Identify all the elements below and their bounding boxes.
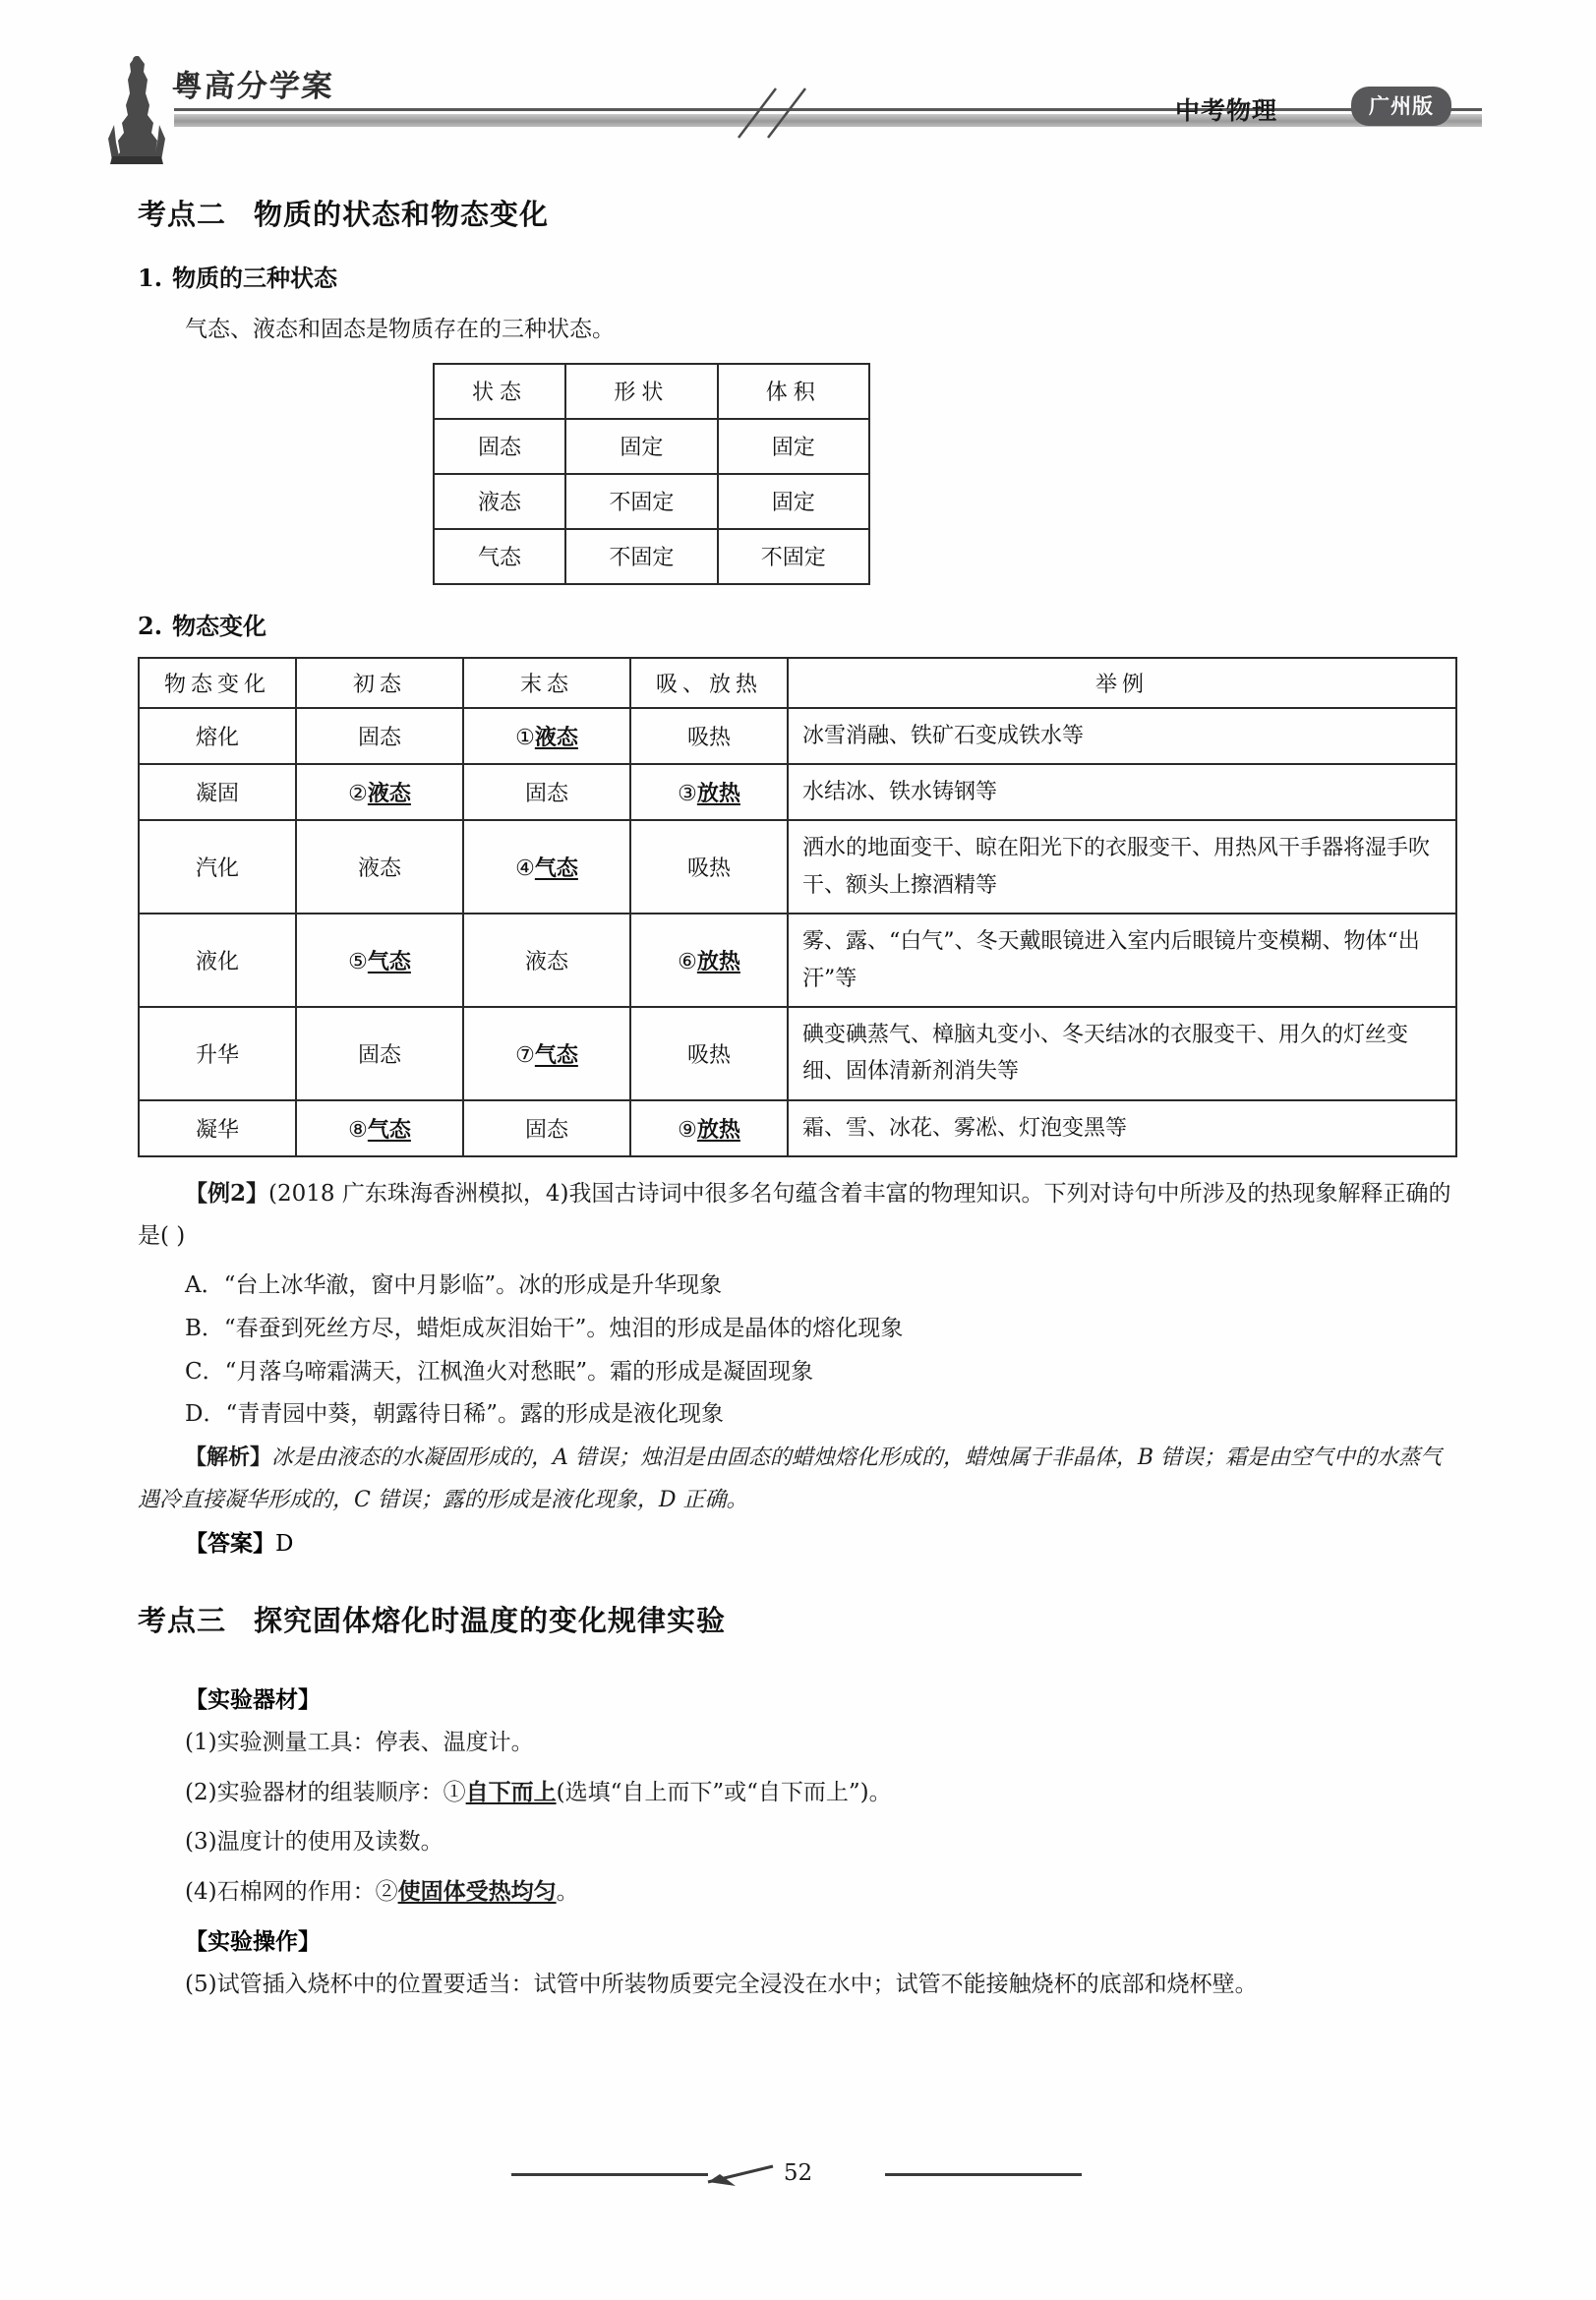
- item-tail: (选填“自上而下”或“自下而上”)。: [556, 1779, 892, 1805]
- states-cell: 气态: [434, 529, 565, 584]
- item-number: (4): [185, 1878, 217, 1905]
- filled-blank: 放热: [696, 781, 740, 807]
- phase-heat: [630, 1007, 788, 1100]
- blank-number: ②: [375, 1878, 398, 1905]
- experiment-item: [138, 1772, 1455, 1814]
- table-row: [139, 914, 1456, 1007]
- blank-number: ①: [443, 1779, 466, 1805]
- phase-heat: [630, 708, 788, 764]
- filled-blank: 自下而上: [465, 1778, 557, 1805]
- filled-blank: 气态: [534, 855, 578, 882]
- phase-change-name: 液化: [139, 914, 296, 1007]
- item-text: 石棉网的作用：: [216, 1878, 376, 1905]
- page-number: 52: [783, 2160, 813, 2186]
- phase-final-state: [463, 914, 630, 1007]
- phase-initial-state: [296, 708, 463, 764]
- choice-b: B．“春蚕到死丝方尽，蜡炬成灰泪始干”。烛泪的形成是晶体的熔化现象: [185, 1315, 904, 1341]
- cell-text: 固态: [357, 1042, 401, 1068]
- phase-final-state: [463, 1100, 630, 1156]
- phase-change-name: 汽化: [139, 820, 296, 914]
- phase-change-name: 凝固: [139, 764, 296, 820]
- phase-initial-state: [296, 914, 463, 1007]
- phase-change-name: 凝华: [139, 1100, 296, 1156]
- states-cell: 固定: [718, 474, 869, 529]
- experiment-equipment-label: 【实验器材】: [185, 1686, 321, 1714]
- states-cell: 不固定: [565, 529, 717, 584]
- phase-heat: [630, 914, 788, 1007]
- phase-change-name: 升华: [139, 1007, 296, 1100]
- page-footer: [0, 2154, 1596, 2194]
- states-cell: 不固定: [718, 529, 869, 584]
- cell-text: 液态: [357, 856, 401, 882]
- blank-number: ⑤: [348, 950, 368, 974]
- answer-text: D: [275, 1530, 294, 1557]
- table-row: [139, 708, 1456, 764]
- cell-text: 吸热: [686, 725, 731, 750]
- cell-text: 液态: [524, 950, 568, 974]
- header-slash-decoration: [733, 87, 821, 141]
- analysis-text: 冰是由液态的水凝固形成的，A 错误；烛泪是由固态的蜡烛熔化形成的，蜡烛属于非晶体，B 错误；霜是由空气中的水蒸气遇冷直接凝华形成的，C 错误；露的形成是液化现象，D 正确。: [138, 1445, 1443, 1512]
- subsection-1-heading: [138, 259, 1455, 293]
- cell-text: 吸热: [686, 1042, 731, 1068]
- states-table: [433, 363, 870, 585]
- section-heading-2-text: 物质的状态和物态变化: [254, 198, 550, 231]
- table-row: [434, 419, 869, 474]
- filled-blank: 气态: [367, 1116, 411, 1143]
- section-heading-2-number: 考点二: [138, 198, 227, 231]
- phase-initial-state: [296, 1007, 463, 1100]
- cell-text: 吸热: [686, 856, 731, 882]
- table-row: [434, 529, 869, 584]
- answer-label: 【答案】: [185, 1529, 275, 1557]
- blank-number: ③: [678, 782, 697, 807]
- table-row: [434, 474, 869, 529]
- phase-final-state: [463, 820, 630, 914]
- table-row: [139, 1100, 1456, 1156]
- phase-example: 雾、露、“白气”、冬天戴眼镜进入室内后眼镜片变模糊、物体“出汗”等: [788, 914, 1456, 1007]
- subsection-2-heading: [138, 607, 1455, 641]
- choice-a: A．“台上冰华澈，窗中月影临”。冰的形成是升华现象: [185, 1272, 723, 1299]
- section-heading-3: [138, 1599, 1455, 1639]
- item-text: 温度计的使用及读数。: [216, 1829, 443, 1856]
- phase-example: 水结冰、铁水铸钢等: [788, 764, 1456, 820]
- filled-blank: 液态: [367, 781, 411, 807]
- states-cell: 固态: [434, 419, 565, 474]
- header-divider: [174, 108, 1482, 130]
- choice-d: D．“青青园中葵，朝露待日稀”。露的形成是液化现象: [185, 1401, 724, 1428]
- phase-example: 霜、雪、冰花、雾凇、灯泡变黑等: [788, 1100, 1456, 1156]
- experiment-item: [138, 1821, 1455, 1863]
- subject-title: 中考物理: [1175, 96, 1278, 125]
- states-cell: 固定: [565, 419, 717, 474]
- item-number: (3): [185, 1829, 217, 1856]
- phase-initial-state: [296, 820, 463, 914]
- example-2-text: 我国古诗词中很多名句蕴含着丰富的物理知识。下列对诗句中所涉及的热现象解释正确的是( ): [138, 1181, 1451, 1249]
- blank-number: ⑥: [678, 950, 697, 974]
- page-content: [138, 193, 1455, 2013]
- item-number: (2): [185, 1779, 217, 1805]
- item-text: 实验器材的组装顺序：: [216, 1779, 443, 1805]
- phase-example: 冰雪消融、铁矿石变成铁水等: [788, 708, 1456, 764]
- phase-change-name: 熔化: [139, 708, 296, 764]
- example-2-stem: [138, 1173, 1455, 1257]
- states-col-state: 状态: [434, 364, 565, 419]
- example-2-answer: [138, 1522, 1455, 1566]
- edition-badge: 广州版: [1351, 87, 1451, 126]
- phase-heat: [630, 820, 788, 914]
- cell-text: 固态: [357, 725, 401, 750]
- filled-blank: 气态: [534, 1041, 578, 1068]
- item-tail: 。: [556, 1878, 579, 1905]
- table-row: [139, 1007, 1456, 1100]
- subsection-2-index: 2.: [138, 611, 163, 640]
- phase-heat: [630, 1100, 788, 1156]
- analysis-label: 【解析】: [185, 1444, 272, 1470]
- experiment-items: [138, 1722, 1455, 1913]
- phase-example: 洒水的地面变干、晾在阳光下的衣服变干、用热风干手器将湿手吹干、额头上擦酒精等: [788, 820, 1456, 914]
- filled-blank: 液态: [534, 724, 578, 750]
- phase-example: 碘变碘蒸气、樟脑丸变小、冬天结冰的衣服变干、用久的灯丝变细、固体清新剂消失等: [788, 1007, 1456, 1100]
- phase-change-body: [139, 708, 1456, 1157]
- blank-number: ⑦: [515, 1042, 535, 1068]
- phase-change-header-row: [139, 658, 1456, 708]
- states-cell: 不固定: [565, 474, 717, 529]
- cell-text: 固态: [524, 1117, 568, 1143]
- item-number: (1): [185, 1730, 217, 1756]
- example-2-source: (2018 广东珠海香洲模拟，4): [268, 1181, 569, 1208]
- states-col-shape: 形状: [565, 364, 717, 419]
- phase-change-table: [138, 657, 1457, 1158]
- filled-blank: 放热: [696, 1116, 740, 1143]
- statue-logo-icon: [106, 54, 167, 167]
- phase-col-initial: 初态: [296, 658, 463, 708]
- filled-blank: 气态: [367, 949, 411, 974]
- page-header: [0, 0, 1596, 187]
- brand-title: 粤高分学案: [170, 69, 336, 104]
- section-heading-3-text: 探究固体熔化时温度的变化规律实验: [254, 1604, 727, 1638]
- choice-c: C．“月落乌啼霜满天，江枫渔火对愁眠”。霜的形成是凝固现象: [185, 1358, 814, 1385]
- example-2-label: 【例2】: [185, 1180, 269, 1208]
- item-text: 实验测量工具：停表、温度计。: [216, 1730, 534, 1756]
- section-heading-2: [138, 193, 1455, 233]
- subsection-2-title: 物态变化: [172, 611, 267, 640]
- phase-final-state: [463, 1007, 630, 1100]
- experiment-item: [138, 1871, 1455, 1914]
- experiment-item-5: (5)试管插入烧杯中的位置要适当：试管中所装物质要完全浸没在水中；试管不能接触烧杯的底部和烧杯壁。: [185, 1971, 1258, 1997]
- states-col-volume: 体积: [718, 364, 869, 419]
- phase-initial-state: [296, 764, 463, 820]
- states-cell: 液态: [434, 474, 565, 529]
- filled-blank: 使固体受热均匀: [397, 1877, 557, 1905]
- filled-blank: 放热: [696, 949, 740, 974]
- blank-number: ②: [348, 782, 368, 807]
- phase-col-example: 举例: [788, 658, 1456, 708]
- experiment-operation-label: 【实验操作】: [185, 1928, 321, 1956]
- blank-number: ④: [515, 856, 535, 882]
- phase-initial-state: [296, 1100, 463, 1156]
- subsection-1-body: 气态、液态和固态是物质存在的三种状态。: [185, 317, 615, 342]
- phase-col-heat: 吸、放热: [630, 658, 788, 708]
- phase-final-state: [463, 708, 630, 764]
- blank-number: ①: [515, 725, 535, 750]
- states-table-header-row: [434, 364, 869, 419]
- phase-heat: [630, 764, 788, 820]
- phase-col-change: 物态变化: [139, 658, 296, 708]
- cell-text: 固态: [524, 782, 568, 807]
- subsection-1-title: 物质的三种状态: [172, 264, 338, 292]
- phase-final-state: [463, 764, 630, 820]
- table-row: [139, 764, 1456, 820]
- blank-number: ⑨: [678, 1117, 697, 1143]
- section-heading-3-number: 考点三: [138, 1604, 227, 1638]
- table-row: [139, 820, 1456, 914]
- example-2-analysis: [138, 1437, 1455, 1522]
- experiment-item: [138, 1722, 1455, 1764]
- states-cell: 固定: [718, 419, 869, 474]
- blank-number: ⑧: [348, 1117, 368, 1143]
- phase-col-final: 末态: [463, 658, 630, 708]
- subsection-1-index: 1.: [138, 264, 163, 292]
